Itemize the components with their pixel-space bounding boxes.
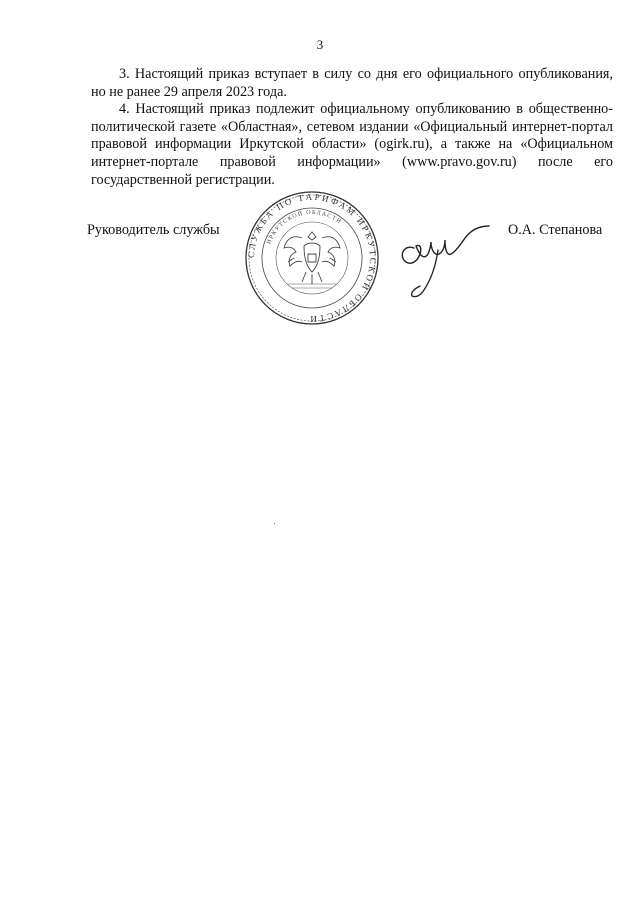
- official-seal: [242, 188, 382, 328]
- paragraph-4: 4. Настоящий приказ подлежит официальному опубликованию в общественно-политической газете «Областная», сетевом издании «Официальный интернет-портал правовой информации Иркутской области» (ogirk.ru), а также на «Официальном интернет-портале правовой информации» (www.pravo.gov.ru) после его государственной регистрации.: [91, 101, 613, 188]
- seal-inner-text: ИРКУТСКОЙ ОБЛАСТИ: [266, 209, 343, 246]
- page-number: 3: [316, 37, 324, 52]
- document-body: [91, 66, 613, 189]
- coat-of-arms-eagle: [284, 232, 340, 284]
- handwritten-signature: [392, 208, 502, 308]
- signatory-name: О.А. Степанова: [508, 222, 603, 238]
- seal-outer-text: СЛУЖБА ПО ТАРИФАМ ИРКУТСКОЙ ОБЛАСТИ: [245, 191, 379, 325]
- paragraph-3: 3. Настоящий приказ вступает в силу со дня его официального опубликования, но не ранее 29 апреля 2023 года.: [91, 66, 613, 100]
- scan-speck: [274, 523, 275, 524]
- signatory-position: Руководитель службы: [87, 222, 220, 238]
- svg-text:ИРКУТСКОЙ ОБЛАСТИ: [266, 209, 342, 245]
